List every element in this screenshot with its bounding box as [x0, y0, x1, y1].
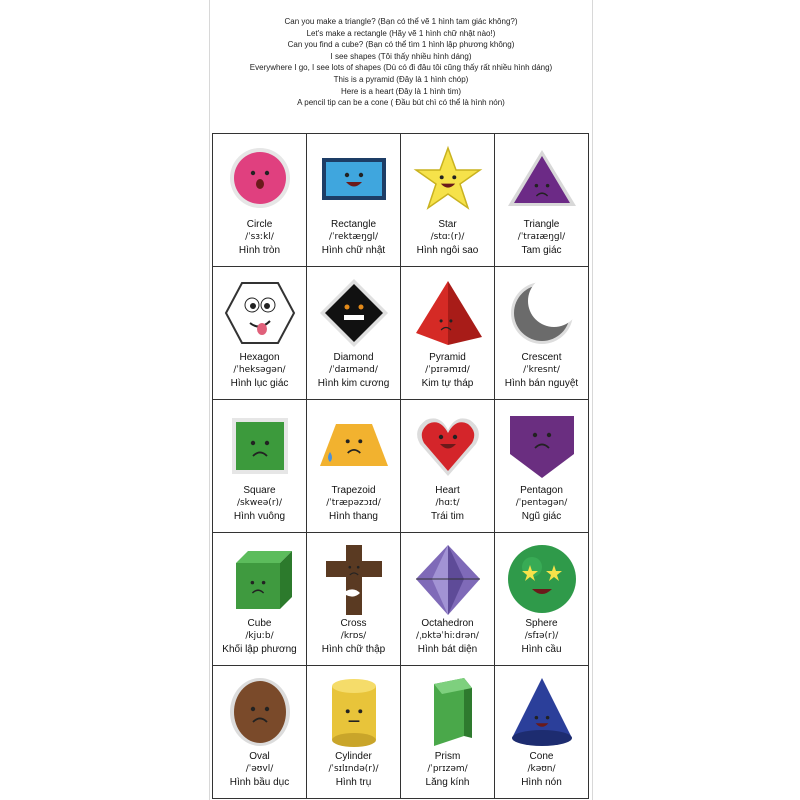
shape-card-cross — [307, 533, 401, 666]
shape-name: Heart — [435, 485, 460, 496]
shape-name: Rectangle — [330, 219, 377, 230]
oval-face-icon — [222, 674, 298, 750]
shape-vietnamese: Hình chữ nhật — [321, 245, 386, 256]
cube-face-icon — [222, 541, 298, 617]
shape-vietnamese: Hình vuông — [233, 511, 286, 522]
shape-vietnamese: Khối lập phương — [222, 644, 297, 655]
shape-name: Diamond — [333, 352, 374, 363]
shape-card-diamond — [307, 267, 401, 400]
rectangle-face-icon — [316, 142, 392, 218]
shape-name: Cube — [247, 618, 272, 629]
shape-label — [213, 484, 306, 523]
shape-label — [401, 617, 494, 656]
shape-label — [495, 351, 588, 390]
shape-vietnamese: Hình nón — [521, 777, 562, 788]
shape-card-trapezoid — [307, 400, 401, 533]
shape-phonetic: /ˈpɪrəmɪd/ — [425, 365, 470, 375]
shape-name: Triangle — [523, 219, 560, 230]
shape-phonetic: /ˈheksəgən/ — [233, 365, 286, 375]
shape-phonetic: /kəʊn/ — [527, 764, 556, 774]
shape-phonetic: /ˈsɜːkl/ — [245, 232, 274, 242]
shape-vietnamese: Hình tròn — [238, 245, 281, 256]
heart-face-icon — [410, 408, 486, 484]
triangle-face-icon — [504, 142, 580, 218]
shape-phonetic: /ˈdaɪmənd/ — [329, 365, 378, 375]
shape-vietnamese: Kim tự tháp — [421, 378, 474, 389]
star-face-icon — [410, 142, 486, 218]
pentagon-face-icon — [504, 408, 580, 484]
octahedron-icon — [410, 541, 486, 617]
shape-phonetic: /kjuːb/ — [245, 631, 274, 641]
shape-label — [213, 750, 306, 789]
sphere-face-icon — [504, 541, 580, 617]
shape-label — [401, 750, 494, 789]
crescent-moon-icon — [504, 275, 580, 351]
shape-phonetic: /ˈsɪlɪndə(r)/ — [328, 764, 379, 774]
shape-vietnamese: Ngũ giác — [521, 511, 562, 522]
shape-name: Prism — [434, 751, 461, 762]
trapezoid-face-icon — [316, 408, 392, 484]
shape-name: Sphere — [525, 618, 558, 629]
shape-name: Cross — [340, 618, 367, 629]
shape-phonetic: /ˈtræpəzɔɪd/ — [326, 498, 381, 508]
shape-vietnamese: Hình ngôi sao — [416, 245, 479, 256]
shape-vietnamese: Hình bát diện — [417, 644, 478, 655]
shape-vietnamese: Trái tim — [431, 511, 464, 522]
header-line: Let's make a rectangle (Hãy vẽ 1 hình chữ nhật nào!) — [306, 28, 496, 38]
shape-vietnamese: Hình bán nguyệt — [504, 378, 579, 389]
shape-card-square — [213, 400, 307, 533]
header-line: A pencil tip can be a cone ( Đầu bút chì có thể là hình nón) — [297, 98, 505, 108]
shape-name: Pentagon — [520, 485, 563, 496]
shape-name: Cone — [529, 751, 554, 762]
shape-card-hexagon — [213, 267, 307, 400]
shape-card-triangle — [495, 134, 589, 267]
header-line: Can you make a triangle? (Bạn có thể vẽ 1 hình tam giác không?) — [284, 17, 518, 26]
shape-card-sphere — [495, 533, 589, 666]
shape-card-crescent — [495, 267, 589, 400]
cylinder-face-icon — [316, 674, 392, 750]
shape-phonetic: /skweə(r)/ — [236, 498, 283, 508]
shape-phonetic: /sfɪə(r)/ — [524, 631, 559, 641]
shape-vietnamese: Lăng kính — [425, 777, 470, 788]
shape-card-oval — [213, 666, 307, 799]
shape-phonetic: /ˈpentəgən/ — [515, 498, 568, 508]
shape-card-cube — [213, 533, 307, 666]
shape-name: Star — [438, 219, 457, 230]
shape-card-cone — [495, 666, 589, 799]
shape-card-heart — [401, 400, 495, 533]
header-text — [210, 16, 592, 109]
shape-name: Pyramid — [429, 352, 466, 363]
shape-phonetic: /ˈtraɪæŋgl/ — [517, 232, 566, 242]
shape-label — [213, 351, 306, 390]
shape-card-pentagon — [495, 400, 589, 533]
cross-face-icon — [316, 541, 392, 617]
shape-vietnamese: Hình trụ — [335, 777, 372, 788]
shape-phonetic: /ˈprɪzəm/ — [427, 764, 468, 774]
shape-vietnamese: Hình kim cương — [317, 378, 390, 389]
shape-card-star — [401, 134, 495, 267]
shape-vietnamese: Tam giác — [521, 245, 562, 256]
shape-label — [401, 351, 494, 390]
shape-label — [307, 750, 400, 789]
shape-label — [401, 218, 494, 257]
shape-card-pyramid — [401, 267, 495, 400]
shape-name: Octahedron — [421, 618, 474, 629]
diamond-face-icon — [316, 275, 392, 351]
hexagon-face-icon — [222, 275, 298, 351]
shape-label — [401, 484, 494, 523]
circle-face-icon — [222, 142, 298, 218]
cone-face-icon — [504, 674, 580, 750]
shape-card-rectangle — [307, 134, 401, 267]
shape-label — [495, 750, 588, 789]
shape-phonetic: /ˈəʊvl/ — [245, 764, 274, 774]
shape-phonetic: /hɑːt/ — [435, 498, 460, 508]
worksheet — [209, 0, 593, 800]
pyramid-face-icon — [410, 275, 486, 351]
shape-card-prism — [401, 666, 495, 799]
header-line: Can you find a cube? (Bạn có thể tìm 1 hình lập phương không) — [287, 40, 515, 50]
header-line: Here is a heart (Đây là 1 hình tim) — [340, 86, 462, 96]
shape-phonetic: /krɒs/ — [340, 631, 367, 641]
shape-phonetic: /ˌɒktəˈhiːdrən/ — [416, 631, 479, 641]
shape-label — [213, 218, 306, 257]
shape-vietnamese: Hình chữ thập — [321, 644, 386, 655]
shape-name: Cylinder — [335, 751, 372, 762]
shape-vietnamese: Hình cầu — [521, 644, 562, 655]
shape-name: Crescent — [521, 352, 562, 363]
shape-vietnamese: Hình thang — [329, 511, 378, 522]
shape-vietnamese: Hình bầu dục — [229, 777, 290, 788]
shape-label — [495, 484, 588, 523]
shape-label — [495, 617, 588, 656]
shape-name: Circle — [246, 219, 273, 230]
shape-label — [307, 218, 400, 257]
square-face-icon — [222, 408, 298, 484]
shape-card-octahedron — [401, 533, 495, 666]
shape-label — [307, 484, 400, 523]
shape-label — [307, 617, 400, 656]
shape-vietnamese: Hình lục giác — [230, 378, 289, 389]
shape-label — [495, 218, 588, 257]
prism-icon — [410, 674, 486, 750]
header-line: Everywhere I go, I see lots of shapes (Dù có đi đâu tôi cũng thấy rất nhiều hình dáng) — [249, 63, 553, 73]
shape-card-circle — [213, 134, 307, 267]
shape-phonetic: /ˈkresnt/ — [523, 365, 560, 375]
shape-name: Oval — [249, 751, 270, 762]
header-line: This is a pyramid (Đây là 1 hình chóp) — [333, 74, 469, 84]
shape-name: Square — [243, 485, 276, 496]
shape-name: Hexagon — [239, 352, 280, 363]
shape-phonetic: /stɑː(r)/ — [430, 232, 465, 242]
shapes-grid — [212, 133, 589, 799]
shape-phonetic: /ˈrektæŋgl/ — [328, 232, 379, 242]
shape-card-cylinder — [307, 666, 401, 799]
shape-name: Trapezoid — [331, 485, 376, 496]
header-line: I see shapes (Tôi thấy nhiều hình dáng) — [330, 51, 472, 61]
shape-label — [213, 617, 306, 656]
shape-label — [307, 351, 400, 390]
